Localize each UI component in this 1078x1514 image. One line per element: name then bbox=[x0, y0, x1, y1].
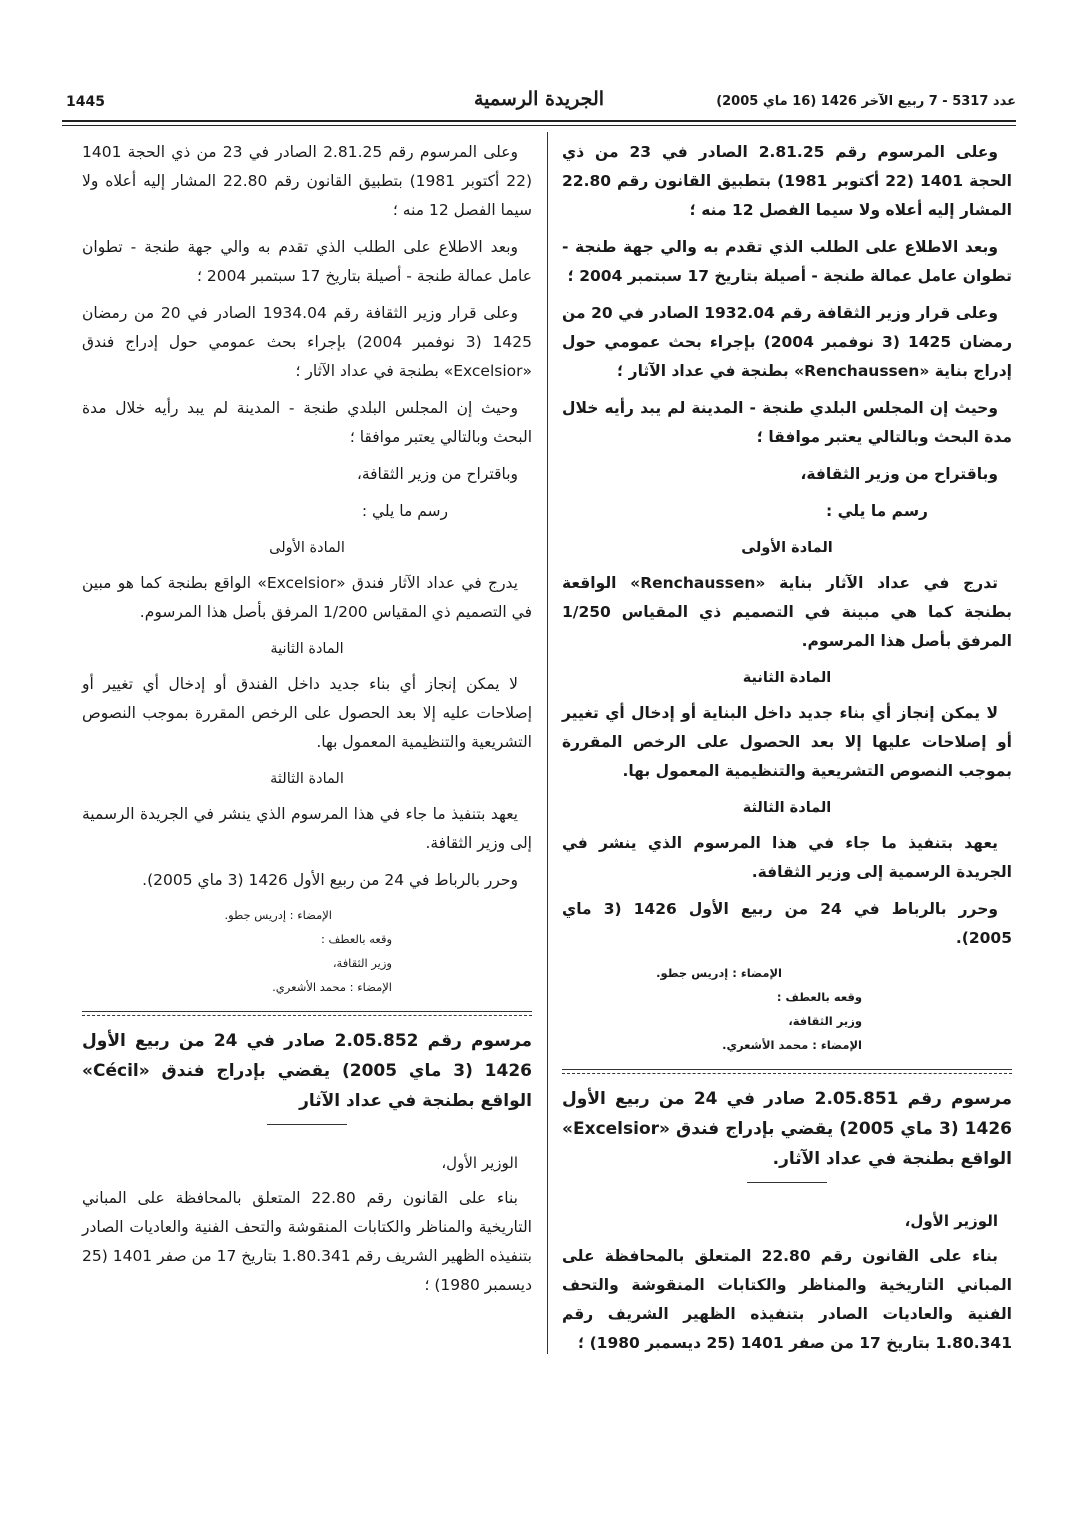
prime-minister-label: الوزير الأول، bbox=[904, 1212, 998, 1230]
paragraph: بناء على القانون رقم 22.80 المتعلق بالمحافظة على المباني التاريخية والمناظر والكتابات المنقوشة والتحف الفنية والعاديات الصادر بتنفيذه الظهير الشريف رقم 1.80.341 بتاريخ 17 من صفر 1401 (25 ديسمبر 1980) ؛ bbox=[562, 1247, 1012, 1352]
decree-title: مرسوم رقم 2.05.851 صادر في 24 من ربيع الأول 1426 (3 ماي 2005) يقضي بإدراج فندق «Excelsior» الواقع بطنجة في عداد الآثار. bbox=[562, 1089, 1012, 1169]
paragraph: بناء على القانون رقم 22.80 المتعلق بالمحافظة على المباني التاريخية والمناظر والكتابات المنقوشة والتحف الفنية والعاديات الصادر بتنفيذه الظهير الشريف رقم 1.80.341 بتاريخ 17 من صفر 1401 (25 ديسمبر 1980) ؛ bbox=[82, 1189, 532, 1294]
gazette-title: الجريدة الرسمية bbox=[473, 88, 605, 110]
paragraph: وباقتراح من وزير الثقافة، bbox=[356, 465, 518, 483]
section-separator-dotted bbox=[82, 1015, 532, 1016]
short-rule bbox=[267, 1124, 347, 1125]
article-text: لا يمكن إنجاز أي بناء جديد داخل الفندق أو إدخال أي تغيير أو إصلاحات عليه إلا بعد الحصول على الرخص المقررة بموجب النصوص التشريعية والتنظيمية المعمول بها. bbox=[82, 675, 532, 751]
page-number: 1445 bbox=[66, 94, 105, 110]
prime-minister-label: الوزير الأول، bbox=[441, 1154, 518, 1172]
section-separator-dotted bbox=[562, 1073, 1012, 1074]
article-heading: المادة الثالثة bbox=[742, 800, 832, 816]
minister-signature: الإمضاء : محمد الأشعري. bbox=[722, 1038, 862, 1052]
paragraph: وحيث إن المجلس البلدي طنجة - المدينة لم يبد رأيه خلال مدة البحث وبالتالي يعتبر موافقا ؛ bbox=[562, 399, 1012, 446]
article-text: يدرج في عداد الآثار فندق «Excelsior» الواقع بطنجة كما هو مبين في التصميم ذي المقياس 1/200 المرفق بأصل هذا المرسوم. bbox=[82, 574, 532, 621]
column-divider bbox=[547, 132, 548, 1354]
paragraph: وعلى المرسوم رقم 2.81.25 الصادر في 23 من ذي الحجة 1401 (22 أكتوبر 1981) بتطبيق القانون رقم 22.80 المشار إليه أعلاه ولا سيما الفصل 12 منه ؛ bbox=[562, 143, 1012, 219]
signature-line: الإمضاء : إدريس جطو. bbox=[224, 908, 332, 922]
done-at: وحرر بالرباط في 24 من ربيع الأول 1426 (3 ماي 2005). bbox=[142, 871, 518, 889]
paragraph: وبعد الاطلاع على الطلب الذي تقدم به والي جهة طنجة - تطوان عامل عمالة طنجة - أصيلة بتاريخ 17 سبتمبر 2004 ؛ bbox=[562, 238, 1012, 285]
article-heading: المادة الأولى bbox=[269, 540, 345, 556]
paragraph: وعلى قرار وزير الثقافة رقم 1934.04 الصادر في 20 من رمضان 1425 (3 نوفمبر 2004) بإجراء بحث عمومي حول إدراج فندق «Excelsior» بطنجة في عداد الآثار ؛ bbox=[82, 304, 532, 380]
short-rule bbox=[747, 1182, 827, 1183]
paragraph: وحيث إن المجلس البلدي طنجة - المدينة لم يبد رأيه خلال مدة البحث وبالتالي يعتبر موافقا ؛ bbox=[82, 399, 532, 446]
done-at: وحرر بالرباط في 24 من ربيع الأول 1426 (3 ماي 2005). bbox=[562, 900, 1012, 947]
issue-info: عدد 5317 - 7 ربيع الآخر 1426 (16 ماي 2005) bbox=[716, 94, 1016, 109]
countersign-line: وقعه بالعطف : bbox=[776, 990, 862, 1004]
article-text: تدرج في عداد الآثار بناية «Renchaussen» الواقعة بطنجة كما هي مبينة في التصميم ذي المقياس 1/250 المرفق بأصل هذا المرسوم. bbox=[562, 574, 1012, 650]
article-heading: المادة الثانية bbox=[742, 670, 832, 686]
minister-line: وزير الثقافة، bbox=[788, 1014, 862, 1028]
signature-line: الإمضاء : إدريس جطو. bbox=[656, 966, 782, 980]
paragraph: رسم ما يلي : bbox=[361, 502, 448, 520]
header-rule-thin bbox=[62, 125, 1016, 126]
right-column bbox=[562, 138, 1012, 1366]
article-heading: المادة الثانية bbox=[270, 641, 344, 657]
article-text: لا يمكن إنجاز أي بناء جديد داخل البناية أو إدخال أي تغيير أو إصلاحات عليها إلا بعد الحصول على الرخص المقررة بموجب النصوص التشريعية والتنظيمية المعمول بها. bbox=[562, 704, 1012, 780]
article-heading: المادة الثالثة bbox=[270, 771, 344, 787]
section-separator bbox=[562, 1069, 1012, 1070]
paragraph: وبعد الاطلاع على الطلب الذي تقدم به والي جهة طنجة - تطوان عامل عمالة طنجة - أصيلة بتاريخ 17 سبتمبر 2004 ؛ bbox=[82, 238, 532, 285]
header-rule bbox=[62, 120, 1016, 122]
paragraph: وعلى قرار وزير الثقافة رقم 1932.04 الصادر في 20 من رمضان 1425 (3 نوفمبر 2004) بإجراء بحث عمومي حول إدراج بناية «Renchaussen» بطنجة في عداد الآثار ؛ bbox=[562, 304, 1013, 380]
left-column bbox=[82, 138, 532, 1308]
page-header bbox=[62, 88, 1016, 122]
paragraph: وعلى المرسوم رقم 2.81.25 الصادر في 23 من ذي الحجة 1401 (22 أكتوبر 1981) بتطبيق القانون رقم 22.80 المشار إليه أعلاه ولا سيما الفصل 12 منه ؛ bbox=[82, 143, 533, 219]
section-separator bbox=[82, 1011, 532, 1012]
decree-title: مرسوم رقم 2.05.852 صادر في 24 من ربيع الأول 1426 (3 ماي 2005) يقضي بإدراج فندق «Cécil» الواقع بطنجة في عداد الآثار bbox=[82, 1031, 532, 1111]
countersign-line: وقعه بالعطف : bbox=[320, 932, 392, 946]
article-text: يعهد بتنفيذ ما جاء في هذا المرسوم الذي ينشر في الجريدة الرسمية إلى وزير الثقافة. bbox=[82, 805, 532, 852]
minister-signature: الإمضاء : محمد الأشعري. bbox=[272, 980, 392, 994]
article-heading: المادة الأولى bbox=[741, 540, 833, 556]
paragraph: رسم ما يلي : bbox=[826, 502, 928, 520]
paragraph: وباقتراح من وزير الثقافة، bbox=[800, 465, 998, 483]
minister-line: وزير الثقافة، bbox=[332, 956, 392, 970]
article-text: يعهد بتنفيذ ما جاء في هذا المرسوم الذي ينشر في الجريدة الرسمية إلى وزير الثقافة. bbox=[562, 834, 1012, 881]
